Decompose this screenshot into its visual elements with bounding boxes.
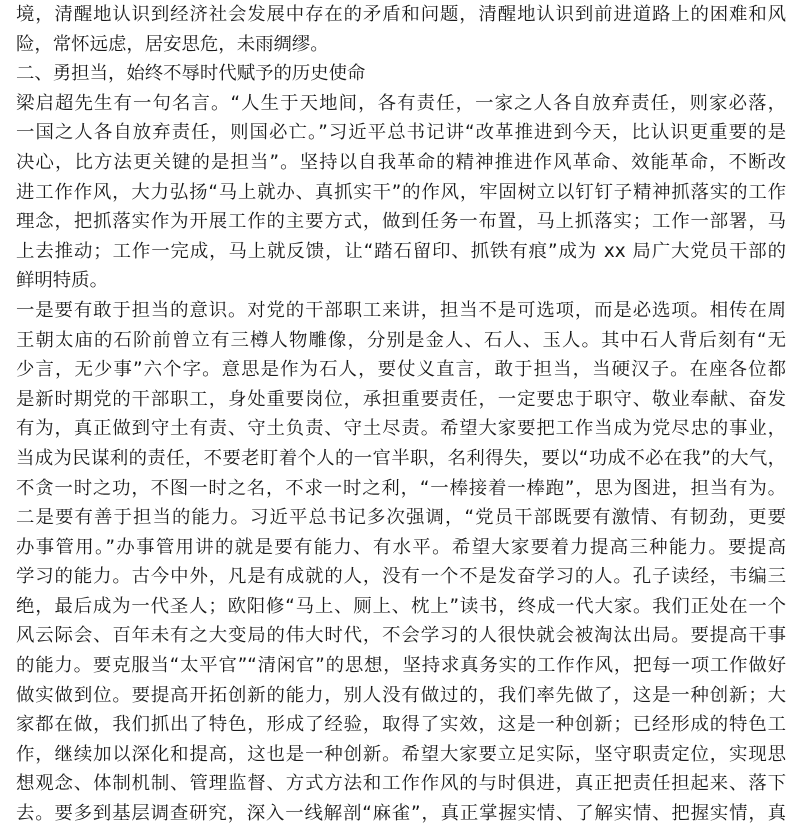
text-line: 二是要有善于担当的能力。习近平总书记多次强调，“党员干部既要有激情、有韧劲，更要: [16, 507, 786, 529]
text-line: 鲜明特质。: [16, 270, 108, 292]
text-line: 的能力。要克服当“太平官”“清闲官”的思想，坚持求真务实的工作作风，把每一项工作做好: [16, 655, 786, 677]
text-line: 风云际会、百年未有之大变局的伟大时代，不会学习的人很快就会被淘汰出局。要提高干事: [16, 625, 786, 647]
text-line: 学习的能力。古今中外，凡是有成就的人，没有一个不是发奋学习的人。孔子读经，韦编三: [16, 566, 786, 588]
document-body: [16, 0, 786, 829]
text-line: 绝，最后成为一代圣人；欧阳修“马上、厕上、枕上”读书，终成一代大家。我们正处在一个: [16, 595, 786, 617]
text-line: 险，常怀远虑，居安思危，未雨绸缪。: [16, 33, 329, 55]
text-line: 王朝太庙的石阶前曾立有三樽人物雕像，分别是金人、石人、玉人。其中石人背后刻有“无: [16, 329, 786, 351]
text-line: 家都在做，我们抓出了特色，形成了经验，取得了实效，这是一种创新；已经形成的特色工: [16, 714, 786, 736]
text-line: 理念，把抓落实作为开展工作的主要方式，做到任务一布置，马上抓落实；工作一部署，马: [16, 211, 786, 233]
text-line: 一国之人各自放弃责任，则国必亡。”习近平总书记讲“改革推进到今天，比认识更重要的是: [16, 122, 786, 144]
text-line: 上去推动；工作一完成，马上就反馈，让“踏石留印、抓铁有痕”成为 xx 局广大党员干部的: [16, 240, 786, 262]
text-line: 想观念、体制机制、管理监督、方式方法和工作作风的与时俱进，真正把责任担起来、落下: [16, 773, 786, 795]
text-line: 不贪一时之功，不图一时之名，不求一时之利，“一棒接着一棒跑”，思为图进，担当有为。: [16, 477, 786, 499]
text-line: 办事管用。”办事管用讲的就是要有能力、有水平。希望大家要着力提高三种能力。要提高: [16, 536, 786, 558]
text-line: 一是要有敢于担当的意识。对党的干部职工来讲，担当不是可选项，而是必选项。相传在周: [16, 299, 786, 321]
text-line: 当成为民谋利的责任，不要老盯着个人的一官半职，名利得失，要以“功成不必在我”的大气，: [16, 447, 786, 469]
text-line: 做实做到位。要提高开拓创新的能力，别人没有做过的，我们率先做了，这是一种创新；大: [16, 684, 786, 706]
text-line: 进工作作风，大力弘扬“马上就办、真抓实干”的作风，牢固树立以钉钉子精神抓落实的工作: [16, 181, 786, 203]
text-line: 是新时期党的干部职工，身处重要岗位，承担重要责任，一定要忠于职守、敬业奉献、奋发: [16, 388, 786, 410]
text-line: 境，清醒地认识到经济社会发展中存在的矛盾和问题，清醒地认识到前进道路上的困难和风: [16, 4, 786, 25]
text-line: 少言，无少事”六个字。意思是作为石人，要仗义直言，敢于担当，当硬汉子。在座各位都: [16, 359, 786, 381]
text-line: 决心，比方法更关键的是担当”。坚持以自我革命的精神推进作风革命、效能革命，不断改: [16, 151, 786, 173]
section-heading: 二、勇担当，始终不辱时代赋予的历史使命: [16, 63, 366, 85]
text-line: 去。要多到基层调查研究，深入一线解剖“麻雀”，真正掌握实情、了解实情、把握实情，真: [16, 803, 786, 825]
text-line: 作，继续加以深化和提高，这也是一种创新。希望大家要立足实际，坚守职责定位，实现思: [16, 743, 786, 765]
text-line: 有为，真正做到守土有责、守土负责、守土尽责。希望大家要把工作当成为党尽忠的事业，: [16, 418, 786, 440]
text-line: 梁启超先生有一句名言。“人生于天地间，各有责任，一家之人各自放弃责任，则家必落，: [16, 92, 786, 114]
